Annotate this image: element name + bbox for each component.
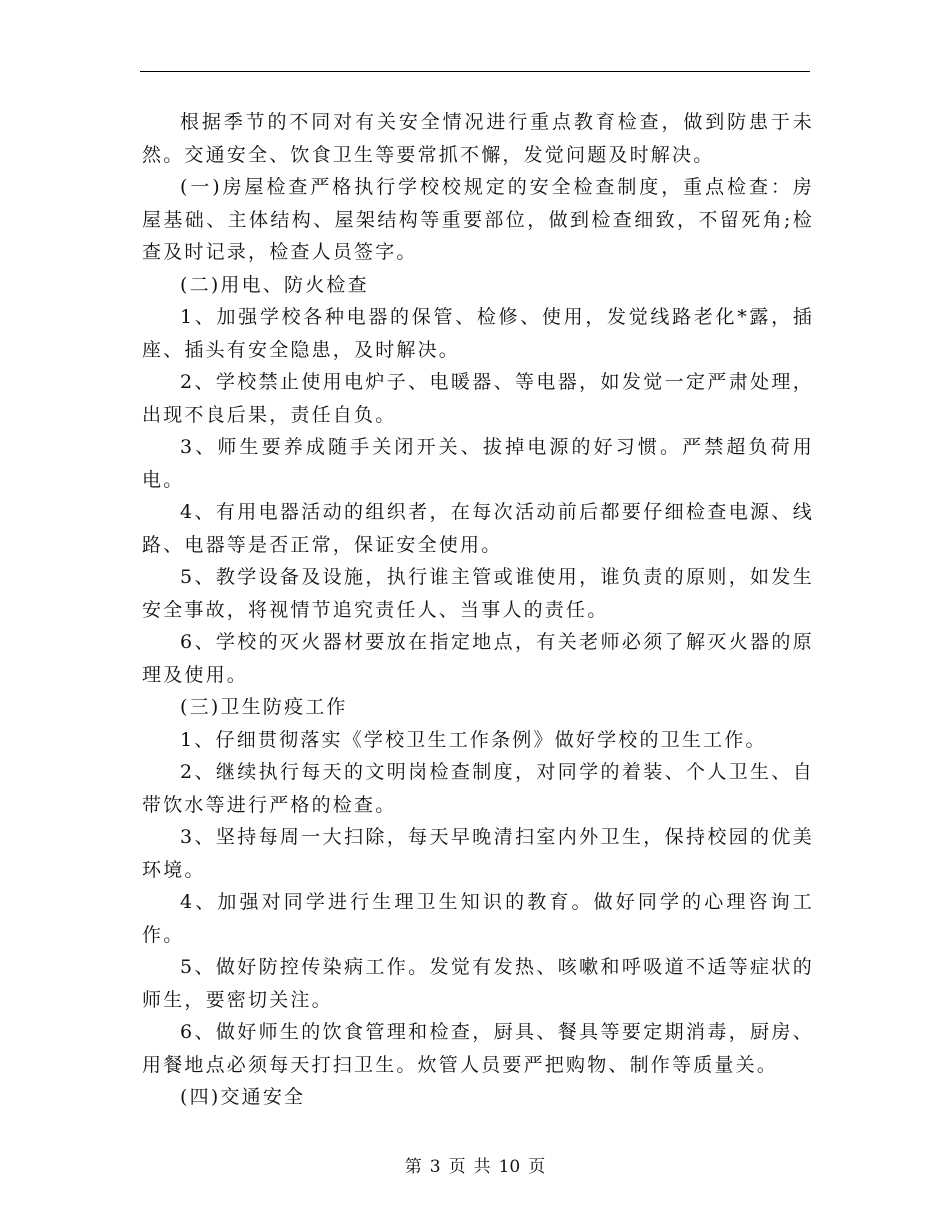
list-item: 1、加强学校各种电器的保管、检修、使用，发觉线路老化*露，插座、插头有安全隐患，及时解决。 (142, 306, 814, 361)
current-page-number: 3 (429, 1157, 441, 1177)
list-item: 3、坚持每周一大扫除，每天早晚清扫室内外卫生，保持校园的优美环境。 (142, 826, 814, 881)
list-item: 4、加强对同学进行生理卫生知识的教育。做好同学的心理咨询工作。 (142, 891, 814, 946)
total-pages-number: 10 (498, 1157, 521, 1177)
list-item: 2、学校禁止使用电炉子、电暖器、等电器，如发觉一定严肃处理，出现不良后果，责任自负。 (142, 371, 814, 426)
header-rule (140, 71, 810, 72)
section-heading: (三)卫生防疫工作 (180, 696, 348, 718)
list-item: 5、做好防控传染病工作。发觉有发热、咳嗽和呼吸道不适等症状的师生，要密切关注。 (142, 956, 814, 1011)
page-footer (0, 1152, 950, 1177)
footer-label: 页 (448, 1157, 466, 1177)
list-item: 6、做好师生的饮食管理和检查，厨具、餐具等要定期消毒，厨房、用餐地点必须每天打扫卫生。炊管人员要严把购物、制作等质量关。 (142, 1021, 814, 1076)
section-heading: (四)交通安全 (180, 1086, 306, 1108)
paragraph: (一)房屋检查严格执行学校校规定的安全检查制度，重点检查：房屋基础、主体结构、屋架结构等重要部位，做到检查细致，不留死角;检查及时记录，检查人员签字。 (142, 176, 814, 263)
paragraph: 根据季节的不同对有关安全情况进行重点教育检查，做到防患于未然。交通安全、饮食卫生等要常抓不懈，发觉问题及时解决。 (142, 111, 814, 166)
list-item: 3、师生要养成随手关闭开关、拔掉电源的好习惯。严禁超负荷用电。 (142, 436, 814, 491)
list-item: 6、学校的灭火器材要放在指定地点，有关老师必须了解灭火器的原理及使用。 (142, 631, 814, 686)
footer-label: 共 (473, 1157, 491, 1177)
footer-label: 页 (528, 1157, 546, 1177)
list-item: 5、教学设备及设施，执行谁主管或谁使用，谁负责的原则，如发生安全事故，将视情节追究责任人、当事人的责任。 (142, 566, 814, 621)
section-heading: (二)用电、防火检查 (180, 273, 369, 296)
footer-label: 第 (404, 1157, 422, 1177)
list-item: 4、有用电器活动的组织者，在每次活动前后都要仔细检查电源、线路、电器等是否正常，保证安全使用。 (142, 501, 814, 556)
list-item: 2、继续执行每天的文明岗检查制度，对同学的着装、个人卫生、自带饮水等进行严格的检查。 (142, 761, 814, 816)
list-item: 1、仔细贯彻落实《学校卫生工作条例》做好学校的卫生工作。 (180, 728, 767, 751)
document-body (142, 106, 814, 1114)
